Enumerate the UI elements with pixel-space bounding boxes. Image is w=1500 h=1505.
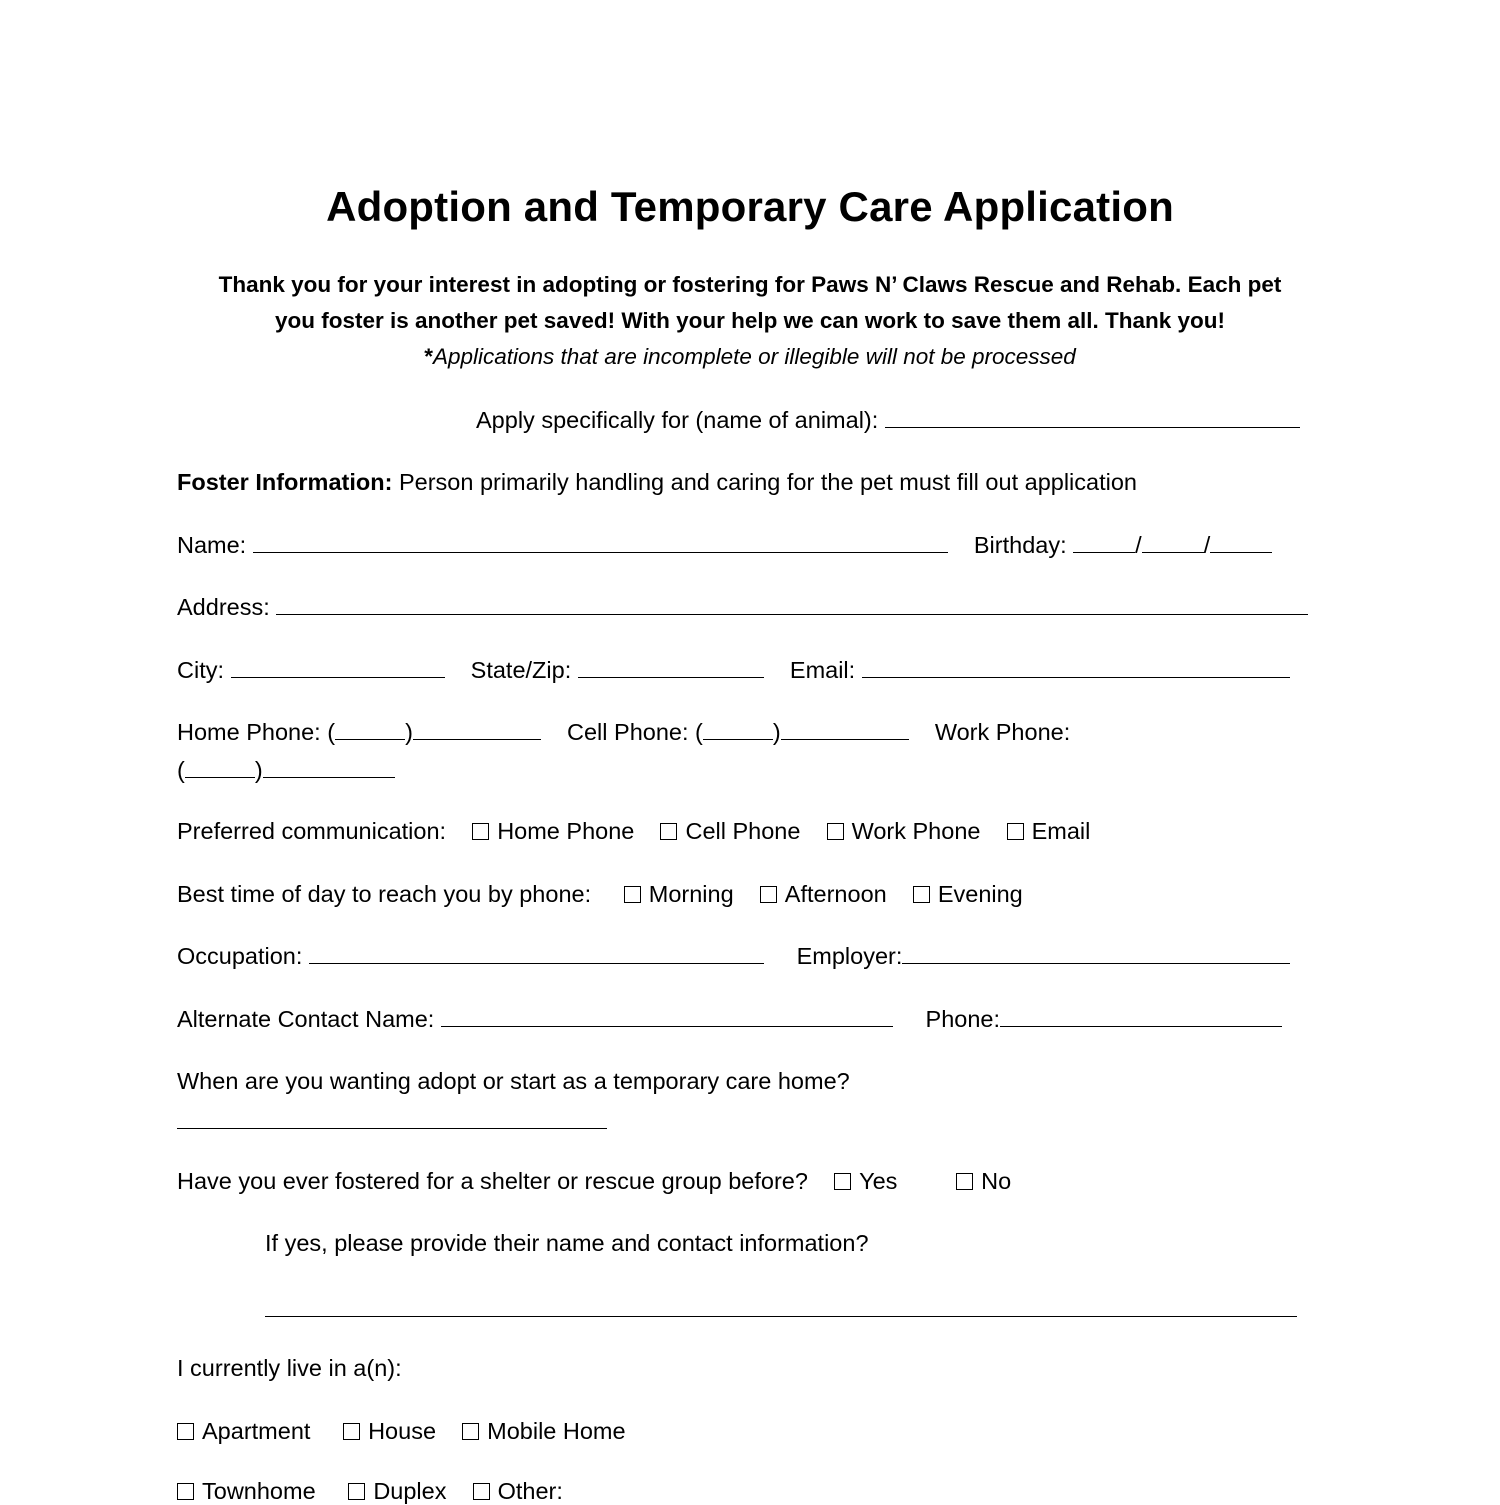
birthday-month-field[interactable] xyxy=(1073,532,1135,553)
occupation-row xyxy=(177,943,1290,970)
cell-phone-field[interactable] xyxy=(781,719,909,740)
foster-info-heading: Foster Information: xyxy=(177,469,393,495)
option-yes[interactable]: Yes xyxy=(834,1168,897,1195)
foster-info-text: Person primarily handling and caring for the pet must fill out application xyxy=(392,469,1137,495)
option-evening[interactable]: Evening xyxy=(913,881,1023,908)
option-cell-phone[interactable]: Cell Phone xyxy=(660,818,800,845)
option-other[interactable]: Other: xyxy=(473,1478,563,1505)
residence-row-2 xyxy=(177,1478,563,1505)
checkbox-icon[interactable] xyxy=(834,1173,851,1190)
home-phone-label: Home Phone: xyxy=(177,719,321,745)
intro-line-1: Thank you for your interest in adopting or fostering for Paws N’ Claws Rescue and Rehab. Each pet xyxy=(218,272,1282,297)
work-phone-field[interactable] xyxy=(263,757,395,778)
note-text: Applications that are incomplete or illegible will not be processed xyxy=(432,344,1076,369)
incomplete-note xyxy=(0,344,1500,370)
address-row xyxy=(177,594,1308,621)
occupation-label: Occupation: xyxy=(177,943,303,969)
option-home-phone[interactable]: Home Phone xyxy=(472,818,634,845)
checkbox-icon[interactable] xyxy=(462,1423,479,1440)
best-time-row xyxy=(177,881,1023,908)
state-zip-field[interactable] xyxy=(578,657,764,678)
alt-phone-field[interactable] xyxy=(1000,1006,1282,1027)
checkbox-icon[interactable] xyxy=(760,886,777,903)
option-house[interactable]: House xyxy=(343,1418,436,1445)
checkbox-icon[interactable] xyxy=(177,1483,194,1500)
checkbox-icon[interactable] xyxy=(1007,823,1024,840)
start-when-row xyxy=(177,1108,607,1135)
fostered-before-question: Have you ever fostered for a shelter or rescue group before? xyxy=(177,1168,808,1194)
shelter-contact-field[interactable] xyxy=(265,1296,1297,1317)
state-zip-label: State/Zip: xyxy=(470,657,572,683)
checkbox-icon[interactable] xyxy=(348,1483,365,1500)
option-apartment[interactable]: Apartment xyxy=(177,1418,310,1445)
phone-row: Home Phone: ( ) Cell Phone: ( ) Work Phone: xyxy=(177,719,1071,745)
checkbox-icon[interactable] xyxy=(177,1423,194,1440)
email-field[interactable] xyxy=(862,657,1290,678)
employer-label: Employer: xyxy=(796,943,903,969)
followup-row xyxy=(265,1296,1297,1323)
address-field[interactable] xyxy=(276,594,1308,615)
birthday-label: Birthday: xyxy=(973,532,1067,558)
home-phone-field[interactable] xyxy=(413,719,541,740)
work-phone-label: Work Phone: xyxy=(934,719,1071,745)
city-row xyxy=(177,657,1290,684)
cell-phone-label: Cell Phone: xyxy=(567,719,689,745)
intro-line-2: you foster is another pet saved! With your help we can work to save them all. Thank you! xyxy=(275,308,1225,333)
checkbox-icon[interactable] xyxy=(472,823,489,840)
option-townhome[interactable]: Townhome xyxy=(177,1478,316,1505)
city-field[interactable] xyxy=(231,657,445,678)
option-duplex[interactable]: Duplex xyxy=(348,1478,446,1505)
alt-contact-label: Alternate Contact Name: xyxy=(177,1006,435,1032)
option-no[interactable]: No xyxy=(956,1168,1011,1195)
option-work-phone[interactable]: Work Phone xyxy=(827,818,981,845)
email-label: Email: xyxy=(789,657,856,683)
name-field[interactable] xyxy=(253,532,948,553)
fostered-followup: If yes, please provide their name and contact information? xyxy=(265,1230,869,1256)
option-morning[interactable]: Morning xyxy=(624,881,734,908)
animal-name-field[interactable] xyxy=(885,407,1300,428)
name-row: Name: Birthday: / / xyxy=(177,532,1272,559)
option-afternoon[interactable]: Afternoon xyxy=(760,881,887,908)
apply-for-row xyxy=(476,407,1300,434)
city-label: City: xyxy=(177,657,224,683)
residence-label: I currently live in a(n): xyxy=(177,1355,402,1381)
occupation-field[interactable] xyxy=(309,943,764,964)
preferred-comm-row xyxy=(177,818,1090,845)
preferred-comm-label: Preferred communication: xyxy=(177,818,447,844)
residence-row-1 xyxy=(177,1418,626,1445)
option-email[interactable]: Email xyxy=(1007,818,1091,845)
apply-for-label: Apply specifically for (name of animal): xyxy=(476,407,879,433)
checkbox-icon[interactable] xyxy=(343,1423,360,1440)
work-phone-row: ( ) xyxy=(177,757,395,784)
fostered-before-row xyxy=(177,1168,1011,1195)
name-label: Name: xyxy=(177,532,247,558)
best-time-label: Best time of day to reach you by phone: xyxy=(177,881,592,907)
cell-phone-area-field[interactable] xyxy=(703,719,773,740)
page-title: Adoption and Temporary Care Application xyxy=(326,183,1174,230)
checkbox-icon[interactable] xyxy=(624,886,641,903)
checkbox-icon[interactable] xyxy=(473,1483,490,1500)
birthday-year-field[interactable] xyxy=(1210,532,1272,553)
checkbox-icon[interactable] xyxy=(913,886,930,903)
home-phone-area-field[interactable] xyxy=(335,719,405,740)
alt-contact-row xyxy=(177,1006,1282,1033)
work-phone-area-field[interactable] xyxy=(185,757,255,778)
start-when-field[interactable] xyxy=(177,1108,607,1129)
checkbox-icon[interactable] xyxy=(660,823,677,840)
birthday-day-field[interactable] xyxy=(1142,532,1204,553)
alt-contact-field[interactable] xyxy=(441,1006,893,1027)
note-asterisk: * xyxy=(424,344,433,369)
option-mobile-home[interactable]: Mobile Home xyxy=(462,1418,625,1445)
checkbox-icon[interactable] xyxy=(827,823,844,840)
start-when-question: When are you wanting adopt or start as a temporary care home? xyxy=(177,1068,850,1094)
address-label: Address: xyxy=(177,594,270,620)
foster-info-row xyxy=(177,469,1137,496)
employer-field[interactable] xyxy=(902,943,1290,964)
alt-phone-label: Phone: xyxy=(925,1006,1000,1032)
checkbox-icon[interactable] xyxy=(956,1173,973,1190)
